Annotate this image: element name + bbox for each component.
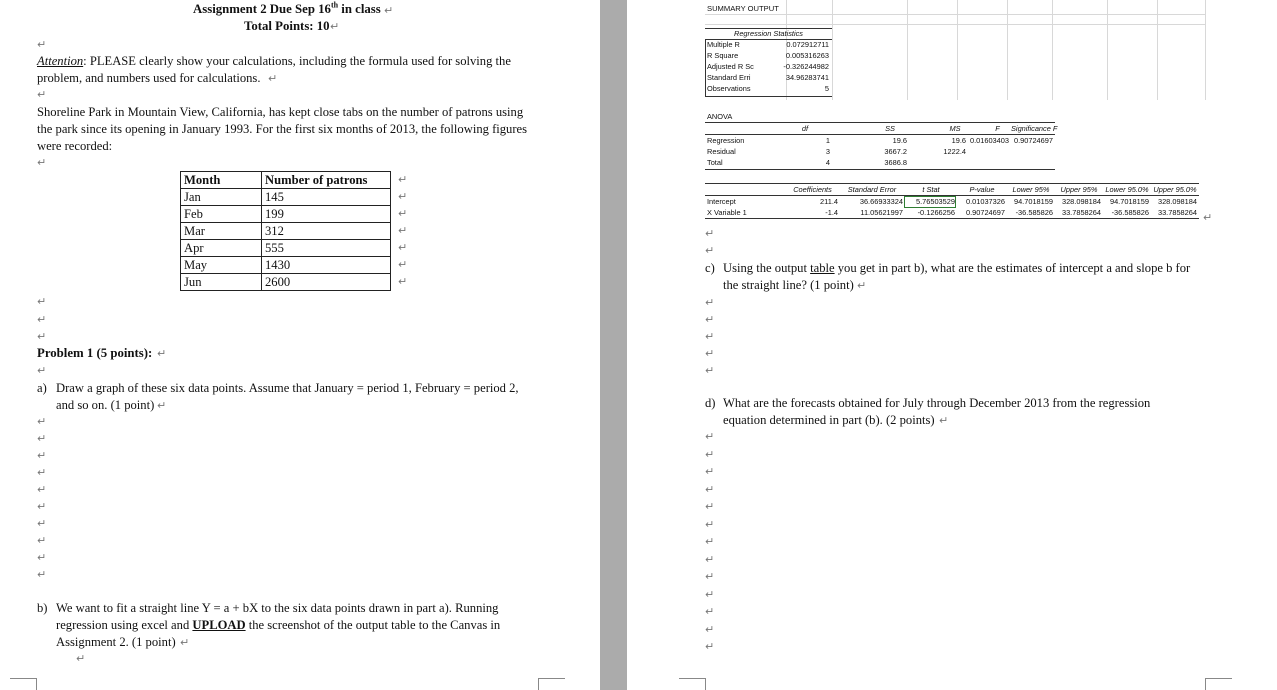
anova-header-f: F	[995, 124, 1000, 133]
coef-cell: 94.7018159	[1109, 197, 1149, 206]
paragraph-mark-icon: ↵	[705, 535, 715, 548]
anova-cell: 3686.8	[884, 158, 907, 167]
paragraph-mark-icon: ↵	[37, 449, 47, 462]
table-rule	[705, 195, 1199, 196]
table-rule	[705, 218, 1199, 219]
gridline	[1157, 0, 1158, 100]
paragraph-mark-icon: ↵	[398, 190, 408, 203]
part-d-line-1: What are the forecasts obtained for July through December 2013 from the regression	[723, 396, 1151, 410]
gridline	[1007, 0, 1008, 100]
part-b-line-2: regression using excel and UPLOAD the screenshot of the output table to the Canvas in	[56, 618, 501, 632]
document-page-left	[0, 0, 600, 690]
stat-value: 0.072912711	[786, 40, 829, 49]
table-header-cell: Month	[181, 172, 262, 189]
table-cell: 199	[262, 206, 391, 223]
anova-header-ss: SS	[885, 124, 895, 133]
table-cell: 2600	[262, 274, 391, 291]
paragraph-mark-icon: ↵	[705, 465, 715, 478]
coef-cell: 328.098184	[1061, 197, 1101, 206]
paragraph-mark-icon: ↵	[705, 552, 715, 566]
table-rule	[705, 169, 1055, 170]
regression-stats-title: Regression Statistics	[733, 29, 803, 38]
coef-cell: 0.01037326	[965, 197, 1005, 206]
paragraph-mark-icon: ↵	[398, 275, 408, 288]
part-d-line-2: equation determined in part (b). (2 points)	[723, 413, 935, 427]
paragraph-mark-icon: ↵	[330, 20, 340, 33]
table-cell: 555	[262, 240, 391, 257]
coef-cell: -1.4	[825, 208, 838, 217]
gridline	[705, 24, 1205, 25]
table-cell: Apr	[181, 240, 262, 257]
paragraph-mark-icon: ↵	[37, 568, 47, 581]
coef-cell: -36.585826	[1015, 208, 1053, 217]
paragraph-mark-icon: ↵	[705, 587, 715, 601]
coef-header: Coefficients	[793, 185, 832, 194]
gridline	[705, 14, 1205, 15]
coef-header: P-value	[969, 185, 995, 194]
coef-cell: -36.585826	[1111, 208, 1149, 217]
table-cell: 145	[262, 189, 391, 206]
part-a-label: a)	[37, 381, 47, 395]
problem-heading: Problem 1 (5 points):	[37, 346, 153, 360]
coef-header: Upper 95%	[1060, 185, 1098, 194]
anova-cell: 19.6	[892, 136, 907, 145]
paragraph-mark-icon: ↵	[37, 330, 47, 343]
part-b-label: b)	[37, 601, 48, 615]
paragraph-mark-icon: ↵	[705, 227, 715, 240]
table-row	[181, 189, 391, 206]
paragraph-mark-icon: ↵	[1203, 211, 1213, 224]
intro-line-3: were recorded:	[37, 139, 113, 153]
coef-cell: 211.4	[820, 197, 838, 206]
anova-cell: 4	[825, 158, 830, 167]
coef-header: Standard Error	[847, 185, 897, 194]
stat-value: -0.326244982	[783, 62, 829, 71]
table-rule	[705, 183, 1199, 184]
gridline	[1052, 0, 1053, 100]
anova-header-df: df	[801, 124, 809, 133]
coef-header: Lower 95.0%	[1105, 185, 1149, 194]
paragraph-mark-icon: ↵	[37, 534, 47, 547]
coef-row-label: Intercept	[707, 197, 736, 206]
page-corner-mark	[1205, 678, 1232, 690]
paragraph-mark-icon: ↵	[705, 517, 715, 531]
anova-cell: 19.6	[951, 136, 966, 145]
part-a-line-2: and so on. (1 point)	[56, 398, 155, 412]
part-c-label: c)	[705, 261, 715, 275]
page-corner-mark	[679, 678, 706, 690]
paragraph-mark-icon: ↵	[384, 4, 394, 17]
intro-line-2: the park since its opening in January 1993. For the first six months of 2013, the following figures	[37, 122, 528, 136]
stat-label: Standard Erri	[707, 73, 751, 82]
paragraph-mark-icon: ↵	[37, 38, 47, 51]
part-b-line-1: We want to fit a straight line Y = a + bX to the six data points drawn in part a). Running	[56, 601, 499, 615]
coef-cell: 11.05621997	[860, 208, 903, 217]
paragraph-mark-icon: ↵	[705, 447, 715, 461]
table-rule	[705, 96, 832, 97]
paragraph-mark-icon: ↵	[705, 430, 715, 443]
paragraph-mark-icon: ↵	[705, 605, 715, 618]
paragraph-mark-icon: ↵	[37, 500, 47, 513]
paragraph-mark-icon: ↵	[37, 432, 47, 445]
table-rule	[705, 134, 1055, 135]
paragraph-mark-icon: ↵	[705, 482, 715, 496]
table-cell: May	[181, 257, 262, 274]
table-row	[181, 240, 391, 257]
part-c-line-2: the straight line? (1 point)	[723, 278, 854, 292]
regression-stats-table	[705, 40, 832, 95]
intro-line-1: Shoreline Park in Mountain View, California, has kept close tabs on the number of patrons using	[37, 105, 524, 119]
gridline	[957, 0, 958, 100]
paragraph-mark-icon: ↵	[37, 466, 47, 479]
paragraph-mark-icon: ↵	[398, 258, 408, 271]
coef-row-label: X Variable 1	[707, 208, 747, 217]
stat-label: R Square	[707, 51, 739, 60]
paragraph-mark-icon: ↵	[857, 279, 867, 292]
paragraph-mark-icon: ↵	[37, 551, 47, 564]
patrons-table	[180, 171, 391, 291]
coef-cell-selected: 5.76503529	[905, 197, 955, 207]
paragraph-mark-icon: ↵	[939, 414, 949, 427]
paragraph-mark-icon: ↵	[398, 173, 408, 186]
paragraph-mark-icon: ↵	[157, 347, 167, 360]
coef-header: t Stat	[922, 185, 940, 194]
part-d-label: d)	[705, 396, 716, 410]
table-header-cell: Number of patrons	[262, 172, 391, 189]
coef-cell: 0.90724697	[965, 208, 1005, 217]
paragraph-mark-icon: ↵	[398, 207, 408, 220]
anova-cell: 0.01603403	[969, 136, 1009, 145]
coef-cell: 94.7018159	[1013, 197, 1053, 206]
coef-body	[705, 197, 1199, 219]
coef-header-row	[705, 185, 1199, 195]
table-cell: Feb	[181, 206, 262, 223]
paragraph-mark-icon: ↵	[398, 241, 408, 254]
paragraph-mark-icon: ↵	[37, 313, 47, 326]
attention-line-2: problem, and numbers used for calculations.	[37, 71, 261, 85]
paragraph-mark-icon: ↵	[37, 156, 47, 169]
paragraph-mark-icon: ↵	[705, 622, 715, 636]
stat-value: 5	[824, 84, 829, 93]
anova-title: ANOVA	[707, 112, 733, 121]
paragraph-mark-icon: ↵	[37, 517, 47, 530]
table-cell: Mar	[181, 223, 262, 240]
anova-header-ms: MS	[949, 124, 961, 133]
coef-header: Lower 95%	[1012, 185, 1050, 194]
page-corner-mark	[538, 678, 565, 690]
document-page-right	[627, 0, 1277, 690]
table-rule	[705, 40, 706, 96]
table-row	[181, 274, 391, 291]
attention-line-1: Attention: PLEASE clearly show your calculations, including the formula used for solving the	[37, 54, 511, 68]
part-a-line-1: Draw a graph of these six data points. Assume that January = period 1, February = period 2,	[56, 381, 519, 395]
paragraph-mark-icon: ↵	[37, 295, 47, 308]
assignment-title: Assignment 2 Due Sep 16th in class	[193, 0, 381, 16]
paragraph-mark-icon: ↵	[37, 364, 47, 377]
paragraph-mark-icon: ↵	[37, 415, 47, 428]
paragraph-mark-icon: ↵	[705, 500, 715, 513]
stat-label: Multiple R	[707, 40, 740, 49]
anova-cell: 3667.2	[884, 147, 907, 156]
table-header-row	[181, 172, 391, 189]
anova-cell: 1222.4	[943, 147, 966, 156]
coef-cell: 328.098184	[1157, 197, 1197, 206]
coef-cell: -0.1266256	[917, 208, 955, 217]
table-cell: 312	[262, 223, 391, 240]
paragraph-mark-icon: ↵	[705, 640, 715, 653]
gridline	[1107, 0, 1108, 100]
anova-row-label: Total	[707, 158, 723, 167]
anova-header-sig: Significance F	[1011, 124, 1058, 133]
paragraph-mark-icon: ↵	[37, 88, 47, 101]
anova-row-label: Regression	[707, 136, 745, 145]
paragraph-mark-icon: ↵	[705, 330, 715, 343]
paragraph-mark-icon: ↵	[268, 72, 278, 85]
paragraph-mark-icon: ↵	[705, 313, 715, 326]
paragraph-mark-icon: ↵	[180, 636, 190, 649]
coef-cell: 33.7858264	[1061, 208, 1101, 217]
stat-label: Observations	[707, 84, 751, 93]
anova-body	[705, 136, 1055, 170]
coef-cell: 36.66933324	[859, 197, 903, 206]
stat-label: Adjusted R Sc	[707, 62, 754, 71]
coef-header: Upper 95.0%	[1153, 185, 1197, 194]
stat-value: 0.005316263	[785, 51, 829, 60]
coef-cell: 33.7858264	[1157, 208, 1197, 217]
gridline	[832, 0, 833, 100]
anova-header-row	[705, 124, 1058, 134]
table-row	[181, 257, 391, 274]
anova-row-label: Residual	[707, 147, 736, 156]
paragraph-mark-icon: ↵	[398, 224, 408, 237]
stat-value: 34.96283741	[785, 73, 829, 82]
table-row	[181, 223, 391, 240]
page-corner-mark	[10, 678, 37, 690]
gridline	[907, 0, 908, 100]
table-cell: Jan	[181, 189, 262, 206]
paragraph-mark-icon: ↵	[705, 244, 715, 257]
paragraph-mark-icon: ↵	[705, 296, 715, 309]
paragraph-mark-icon: ↵	[705, 570, 715, 583]
gridline	[1205, 0, 1206, 100]
paragraph-mark-icon: ↵	[37, 483, 47, 496]
anova-cell: 3	[825, 147, 830, 156]
anova-cell: 1	[825, 136, 830, 145]
paragraph-mark-icon: ↵	[705, 364, 715, 377]
part-b-line-3: Assignment 2. (1 point)	[56, 635, 176, 649]
table-cell: Jun	[181, 274, 262, 291]
total-points: Total Points: 10	[244, 19, 330, 33]
summary-output-title: SUMMARY OUTPUT	[707, 4, 779, 13]
table-cell: 1430	[262, 257, 391, 274]
table-rule	[705, 122, 1055, 123]
table-row	[181, 206, 391, 223]
part-c-line-1: Using the output table you get in part b), what are the estimates of intercept a and slope b for	[723, 261, 1191, 275]
paragraph-mark-icon: ↵	[705, 347, 715, 360]
anova-cell: 0.90724697	[1013, 136, 1053, 145]
paragraph-mark-icon: ↵	[157, 399, 167, 412]
paragraph-mark-icon: ↵	[76, 652, 86, 665]
